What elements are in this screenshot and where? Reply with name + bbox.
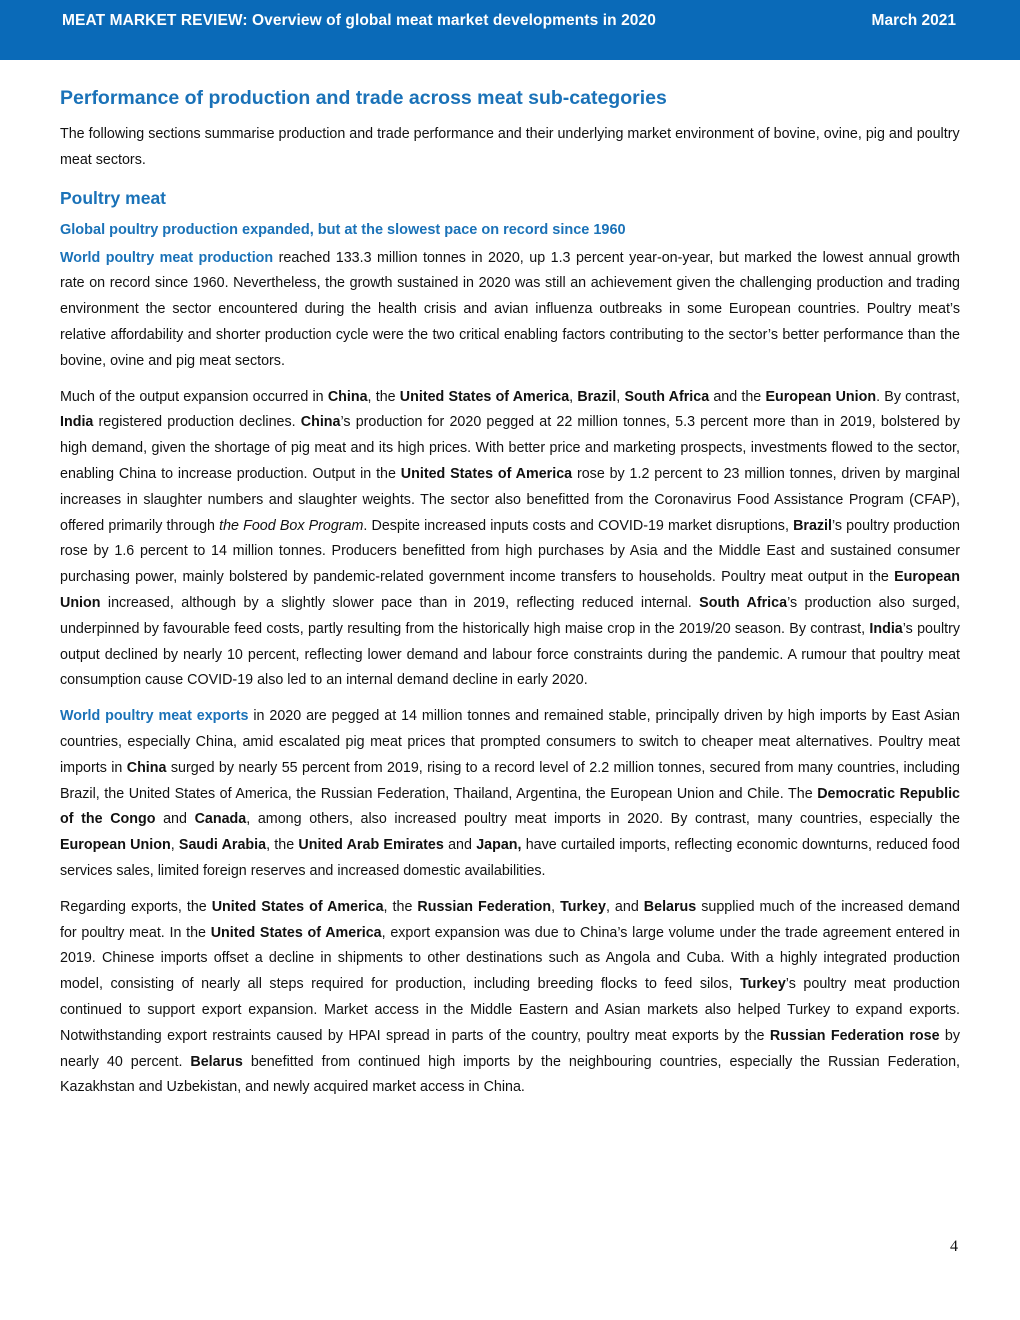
lead-production: World poultry meat production bbox=[60, 249, 274, 266]
poultry-title: Poultry meat bbox=[60, 187, 166, 208]
header-title-rest: : Overview of global meat market developments in 2020 bbox=[242, 12, 656, 29]
page-number: 4 bbox=[950, 1238, 958, 1255]
paragraph-exports: World poultry meat exports in 2020 are pegged at 14 million tonnes and remained stable, principally driven by high imports by East Asian countries, especially China, amid escalated pig meat prices that prompted consumers to switch to cheaper meat alternatives. Poultry meat imports in China surged by nearly 55 percent from 2019, rising to a record level of 2.2 million tonnes, secured from many countries, including Brazil, the United States of America, the Russian Federation, Thailand, Argentina, the European Union and Chile. The Democratic Republic of the Congo and Canada, among others, also increased poultry meat imports in 2020. By contrast, many countries, especially the European Union, Saudi Arabia, the United Arab Emirates and Japan, have curtailed imports, reflecting economic downturns, reduced food services sales, limited foreign reserves and increased domestic availabilities. bbox=[60, 708, 961, 879]
header-title bbox=[62, 12, 656, 30]
poultry-subtitle: Global poultry production expanded, but at the slowest pace on record since 1960 bbox=[60, 221, 626, 238]
header-title-bold: MEAT MARKET REVIEW bbox=[62, 12, 243, 29]
lead-exports: World poultry meat exports bbox=[60, 708, 249, 725]
document-body bbox=[60, 84, 960, 1111]
paragraph-production: World poultry meat production reached 133.3 million tonnes in 2020, up 1.3 percent year-on-year, but marked the lowest annual growth rate on record since 1960. Nevertheless, the growth sustained in 2020 was still an achievement given the challenging production and trading environment the sector encountered during the health crisis and avian influenza outbreaks in some European countries. Poultry meat’s relative affordability and shorter production cycle were the two critical enabling factors contributing to the sector’s better performance than the bovine, ovine and pig meat sectors. bbox=[60, 249, 960, 369]
section-title: Performance of production and trade across meat sub-categories bbox=[60, 87, 667, 109]
paragraph-regarding-exports: Regarding exports, the United States of America, the Russian Federation, Turkey, and Belarus supplied much of the increased demand for poultry meat. In the United States of America, export expansion was due to China’s large volume under the trade agreement entered in 2019. Chinese imports offset a decline in shipments to other destinations such as Angola and Cuba. With a highly integrated production model, consisting of nearly all steps required for production, including breeding flocks to feed silos, Turkey’s poultry meat production continued to support export expansion. Market access in the Middle Eastern and Asian markets also helped Turkey to expand exports. Notwithstanding export restraints caused by HPAI spread in parts of the country, poultry meat exports by the Russian Federation rose by nearly 40 percent. Belarus benefitted from continued high imports by the neighbouring countries, especially the Russian Federation, Kazakhstan and Uzbekistan, and newly acquired market access in China. bbox=[60, 898, 961, 1096]
section-intro: The following sections summarise production and trade performance and their underlying market environment of bovine, ovine, pig and poultry meat sectors. bbox=[60, 126, 960, 168]
header-date: March 2021 bbox=[871, 12, 956, 29]
paragraph-output-expansion: Much of the output expansion occurred in China, the United States of America, Brazil, South Africa and the European Union. By contrast, India registered production declines. China’s production for 2020 pegged at 22 million tonnes, 5.3 percent more than in 2019, bolstered by high demand, given the shortage of pig meat and its high prices. With better price and marketing prospects, investments flowed to the sector, enabling China to increase production. Output in the United States of America rose by 1.2 percent to 23 million tonnes, driven by marginal increases in slaughter numbers and slaughter weights. The sector also benefitted from the Coronavirus Food Assistance Program (CFAP), offered primarily through the Food Box Program. Despite increased inputs costs and COVID-19 market disruptions, Brazil’s poultry production rose by 1.6 percent to 14 million tonnes. Producers benefitted from high purchases by Asia and the Middle East and sustained consumer purchasing power, mainly bolstered by pandemic-related government income transfers to households. Poultry meat output in the European Union increased, although by a slightly slower pace than in 2019, reflecting reduced internal. South Africa’s production also surged, underpinned by favourable feed costs, partly resulting from the historically high maise crop in the 2019/20 season. By contrast, India’s poultry output declined by nearly 10 percent, reflecting lower demand and labour force constraints during the pandemic. A rumour that poultry meat consumption cause COVID-19 also led to an internal demand decline in early 2020. bbox=[60, 388, 961, 689]
header-band bbox=[0, 0, 1020, 60]
